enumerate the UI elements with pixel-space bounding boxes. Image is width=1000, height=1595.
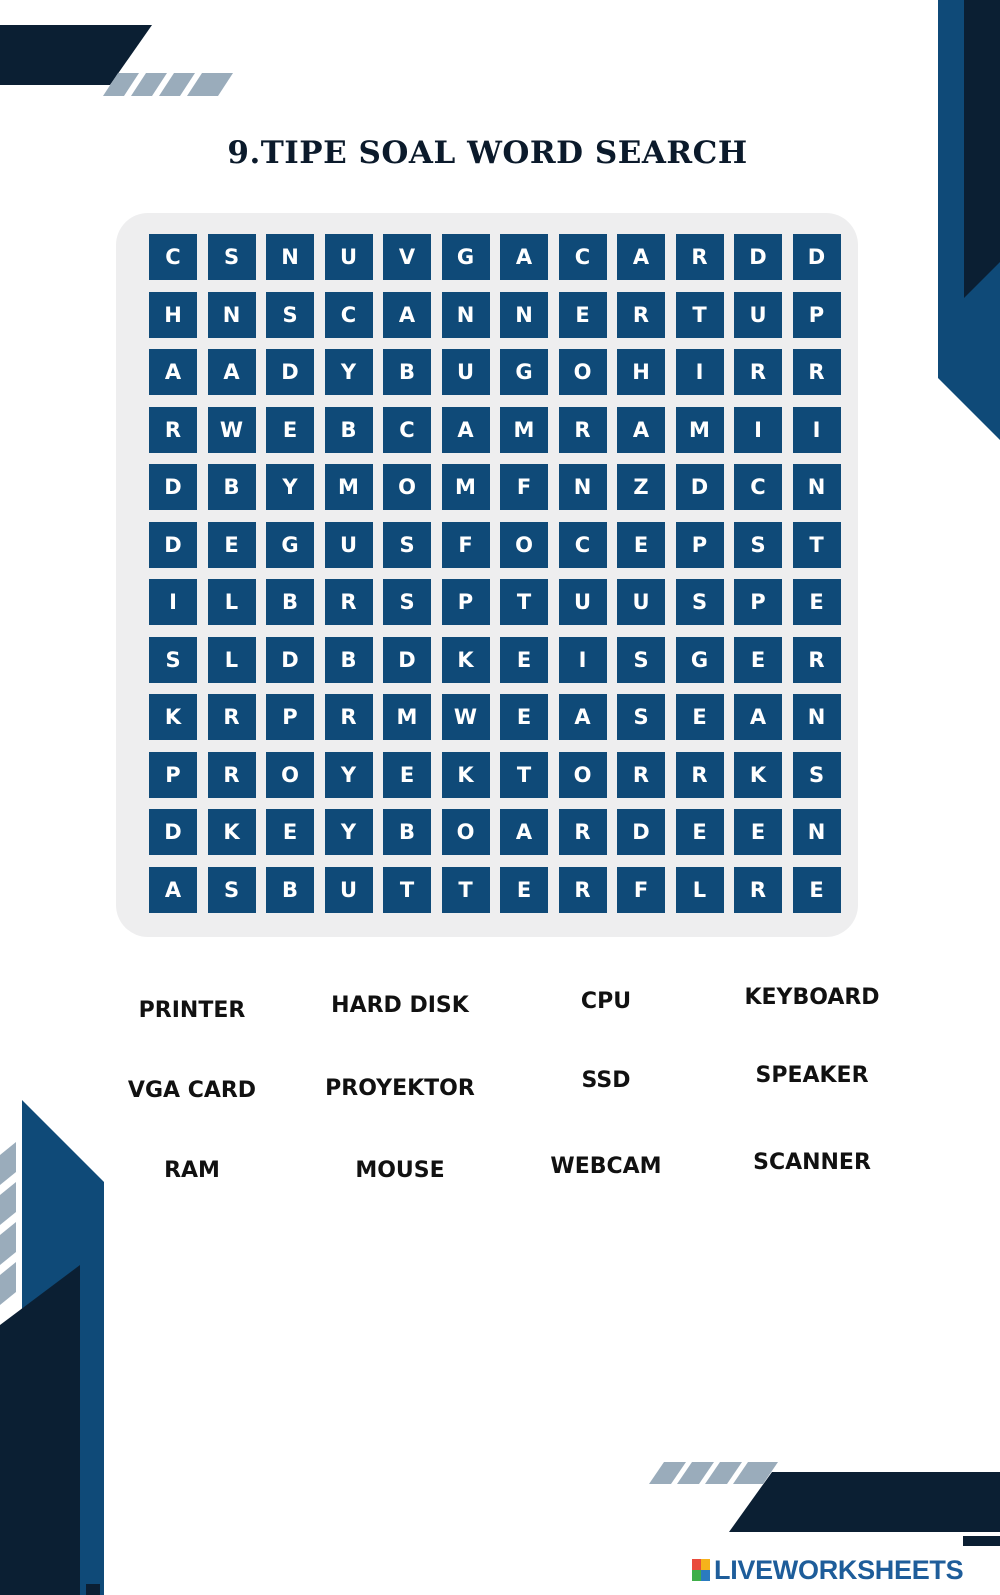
- grid-cell[interactable]: O: [559, 349, 607, 395]
- grid-cell[interactable]: D: [617, 809, 665, 855]
- page-title: 9.TIPE SOAL WORD SEARCH: [227, 135, 748, 171]
- grid-cell[interactable]: M: [325, 464, 373, 510]
- grid-cell[interactable]: H: [149, 292, 197, 338]
- grid-cell[interactable]: A: [208, 349, 256, 395]
- grid-cell[interactable]: D: [383, 637, 431, 683]
- grid-cell[interactable]: I: [676, 349, 724, 395]
- top-left-stripe: [187, 73, 233, 96]
- grid-cell[interactable]: F: [617, 867, 665, 913]
- grid-cell[interactable]: A: [734, 694, 782, 740]
- grid-cell[interactable]: R: [676, 234, 724, 280]
- grid-cell[interactable]: U: [325, 234, 373, 280]
- grid-cell[interactable]: B: [266, 579, 314, 625]
- grid-cell[interactable]: E: [500, 637, 548, 683]
- grid-cell[interactable]: M: [500, 407, 548, 453]
- grid-cell[interactable]: O: [500, 522, 548, 568]
- grid-cell[interactable]: E: [266, 407, 314, 453]
- grid-cell[interactable]: E: [734, 637, 782, 683]
- word-item: RAM: [164, 1158, 220, 1183]
- word-item: WEBCAM: [550, 1154, 662, 1179]
- word-item: CPU: [580, 989, 632, 1014]
- grid-cell[interactable]: I: [559, 637, 607, 683]
- bottom-left-stripe: [0, 1142, 16, 1185]
- grid-cell[interactable]: R: [325, 694, 373, 740]
- grid-cell[interactable]: S: [383, 522, 431, 568]
- grid-cell[interactable]: C: [149, 234, 197, 280]
- grid-cell[interactable]: I: [793, 407, 841, 453]
- grid-cell[interactable]: U: [617, 579, 665, 625]
- grid-cell[interactable]: B: [266, 867, 314, 913]
- grid-cell[interactable]: N: [442, 292, 490, 338]
- grid-cell[interactable]: E: [383, 752, 431, 798]
- grid-cell[interactable]: U: [559, 579, 607, 625]
- grid-cell[interactable]: S: [149, 637, 197, 683]
- grid-cell[interactable]: C: [734, 464, 782, 510]
- grid-cell[interactable]: R: [734, 867, 782, 913]
- bottom-left-stripe: [0, 1262, 16, 1305]
- grid-cell[interactable]: G: [676, 637, 724, 683]
- grid-cell[interactable]: E: [500, 867, 548, 913]
- grid-cell[interactable]: P: [149, 752, 197, 798]
- grid-cell[interactable]: R: [734, 349, 782, 395]
- grid-cell[interactable]: U: [442, 349, 490, 395]
- grid-cell[interactable]: E: [734, 809, 782, 855]
- grid-cell[interactable]: S: [617, 637, 665, 683]
- word-item: KEYBOARD: [744, 985, 880, 1010]
- grid-cell[interactable]: B: [383, 809, 431, 855]
- grid-cell[interactable]: A: [442, 407, 490, 453]
- grid-cell[interactable]: K: [208, 809, 256, 855]
- grid-cell[interactable]: D: [149, 464, 197, 510]
- grid-cell[interactable]: U: [325, 867, 373, 913]
- grid-cell[interactable]: M: [442, 464, 490, 510]
- word-search-card: [116, 213, 858, 937]
- grid-cell[interactable]: R: [559, 809, 607, 855]
- grid-cell[interactable]: B: [325, 407, 373, 453]
- grid-cell[interactable]: C: [559, 234, 607, 280]
- word-item: PRINTER: [138, 998, 246, 1023]
- grid-cell[interactable]: A: [149, 867, 197, 913]
- grid-cell[interactable]: S: [208, 867, 256, 913]
- word-item: SCANNER: [753, 1150, 871, 1175]
- grid-cell[interactable]: R: [617, 292, 665, 338]
- bottom-left-small-square: [86, 1584, 100, 1595]
- grid-cell[interactable]: N: [500, 292, 548, 338]
- grid-cell[interactable]: R: [793, 637, 841, 683]
- bottom-right-bar: [729, 1472, 1000, 1532]
- grid-cell[interactable]: N: [793, 809, 841, 855]
- grid-cell[interactable]: W: [208, 407, 256, 453]
- grid-cell[interactable]: E: [793, 579, 841, 625]
- word-item: HARD DISK: [331, 993, 469, 1018]
- grid-cell[interactable]: D: [266, 349, 314, 395]
- grid-cell[interactable]: T: [676, 292, 724, 338]
- grid-cell[interactable]: T: [793, 522, 841, 568]
- grid-cell[interactable]: H: [617, 349, 665, 395]
- grid-cell[interactable]: N: [793, 464, 841, 510]
- grid-cell[interactable]: W: [442, 694, 490, 740]
- grid-cell[interactable]: S: [266, 292, 314, 338]
- grid-cell[interactable]: P: [734, 579, 782, 625]
- word-item: SSD: [581, 1068, 631, 1093]
- grid-cell[interactable]: A: [617, 234, 665, 280]
- grid-cell[interactable]: A: [500, 234, 548, 280]
- grid-cell[interactable]: M: [676, 407, 724, 453]
- grid-cell[interactable]: Y: [325, 349, 373, 395]
- grid-cell[interactable]: C: [325, 292, 373, 338]
- grid-cell[interactable]: U: [734, 292, 782, 338]
- liveworksheets-icon: [692, 1559, 710, 1581]
- grid-cell[interactable]: D: [734, 234, 782, 280]
- grid-cell[interactable]: S: [208, 234, 256, 280]
- grid-cell[interactable]: S: [676, 579, 724, 625]
- grid-cell[interactable]: P: [442, 579, 490, 625]
- grid-cell[interactable]: O: [266, 752, 314, 798]
- grid-cell[interactable]: R: [325, 579, 373, 625]
- grid-cell[interactable]: F: [442, 522, 490, 568]
- grid-cell[interactable]: V: [383, 234, 431, 280]
- grid-cell[interactable]: Y: [266, 464, 314, 510]
- grid-cell[interactable]: R: [149, 407, 197, 453]
- grid-cell[interactable]: B: [383, 349, 431, 395]
- grid-cell[interactable]: A: [559, 694, 607, 740]
- grid-cell[interactable]: R: [793, 349, 841, 395]
- word-item: VGA CARD: [127, 1078, 257, 1103]
- grid-cell[interactable]: Z: [617, 464, 665, 510]
- grid-cell[interactable]: N: [559, 464, 607, 510]
- grid-cell[interactable]: B: [208, 464, 256, 510]
- brand-logo: [692, 1555, 963, 1585]
- grid-cell[interactable]: L: [208, 637, 256, 683]
- grid-cell[interactable]: P: [676, 522, 724, 568]
- grid-cell[interactable]: R: [676, 752, 724, 798]
- grid-cell[interactable]: E: [676, 694, 724, 740]
- grid-cell[interactable]: C: [383, 407, 431, 453]
- grid-cell[interactable]: C: [559, 522, 607, 568]
- grid-cell[interactable]: E: [617, 522, 665, 568]
- grid-cell[interactable]: S: [793, 752, 841, 798]
- grid-cell[interactable]: A: [617, 407, 665, 453]
- grid-cell[interactable]: E: [676, 809, 724, 855]
- bottom-left-stripe: [0, 1182, 16, 1225]
- grid-cell[interactable]: S: [617, 694, 665, 740]
- grid-cell[interactable]: L: [208, 579, 256, 625]
- grid-cell[interactable]: E: [500, 694, 548, 740]
- bottom-left-stripe: [0, 1222, 16, 1265]
- grid-cell[interactable]: E: [559, 292, 607, 338]
- grid-cell[interactable]: P: [266, 694, 314, 740]
- grid-cell[interactable]: D: [793, 234, 841, 280]
- word-item: MOUSE: [355, 1158, 445, 1183]
- grid-cell[interactable]: K: [442, 637, 490, 683]
- grid-cell[interactable]: T: [383, 867, 431, 913]
- grid-cell[interactable]: R: [559, 867, 607, 913]
- grid-cell[interactable]: I: [149, 579, 197, 625]
- grid-cell[interactable]: R: [208, 694, 256, 740]
- grid-cell[interactable]: S: [383, 579, 431, 625]
- grid-cell[interactable]: T: [500, 579, 548, 625]
- grid-cell[interactable]: K: [734, 752, 782, 798]
- word-search-grid: [149, 234, 841, 913]
- grid-cell[interactable]: F: [500, 464, 548, 510]
- grid-cell[interactable]: A: [149, 349, 197, 395]
- grid-cell[interactable]: U: [325, 522, 373, 568]
- grid-cell[interactable]: Y: [325, 809, 373, 855]
- bottom-right-small-bar: [963, 1536, 1000, 1546]
- grid-cell[interactable]: D: [149, 809, 197, 855]
- grid-cell[interactable]: I: [734, 407, 782, 453]
- grid-cell[interactable]: P: [793, 292, 841, 338]
- brand-name: LIVEWORKSHEETS: [714, 1554, 964, 1585]
- grid-cell[interactable]: N: [208, 292, 256, 338]
- grid-cell[interactable]: R: [208, 752, 256, 798]
- grid-cell[interactable]: D: [149, 522, 197, 568]
- grid-cell[interactable]: O: [383, 464, 431, 510]
- grid-cell[interactable]: Y: [325, 752, 373, 798]
- grid-cell[interactable]: A: [383, 292, 431, 338]
- grid-cell[interactable]: N: [266, 234, 314, 280]
- grid-cell[interactable]: S: [734, 522, 782, 568]
- grid-cell[interactable]: G: [266, 522, 314, 568]
- grid-cell[interactable]: L: [676, 867, 724, 913]
- grid-cell[interactable]: M: [383, 694, 431, 740]
- grid-cell[interactable]: G: [442, 234, 490, 280]
- grid-cell[interactable]: E: [208, 522, 256, 568]
- word-item: PROYEKTOR: [325, 1076, 475, 1101]
- word-item: SPEAKER: [755, 1063, 869, 1088]
- grid-cell[interactable]: B: [325, 637, 373, 683]
- grid-cell[interactable]: E: [266, 809, 314, 855]
- grid-cell[interactable]: A: [500, 809, 548, 855]
- grid-cell[interactable]: K: [149, 694, 197, 740]
- grid-cell[interactable]: N: [793, 694, 841, 740]
- grid-cell[interactable]: K: [442, 752, 490, 798]
- grid-cell[interactable]: D: [676, 464, 724, 510]
- grid-cell[interactable]: O: [559, 752, 607, 798]
- grid-cell[interactable]: E: [793, 867, 841, 913]
- grid-cell[interactable]: G: [500, 349, 548, 395]
- grid-cell[interactable]: T: [442, 867, 490, 913]
- grid-cell[interactable]: R: [559, 407, 607, 453]
- bottom-left-dark-band: [0, 1265, 80, 1595]
- grid-cell[interactable]: O: [442, 809, 490, 855]
- grid-cell[interactable]: R: [617, 752, 665, 798]
- grid-cell[interactable]: T: [500, 752, 548, 798]
- grid-cell[interactable]: D: [266, 637, 314, 683]
